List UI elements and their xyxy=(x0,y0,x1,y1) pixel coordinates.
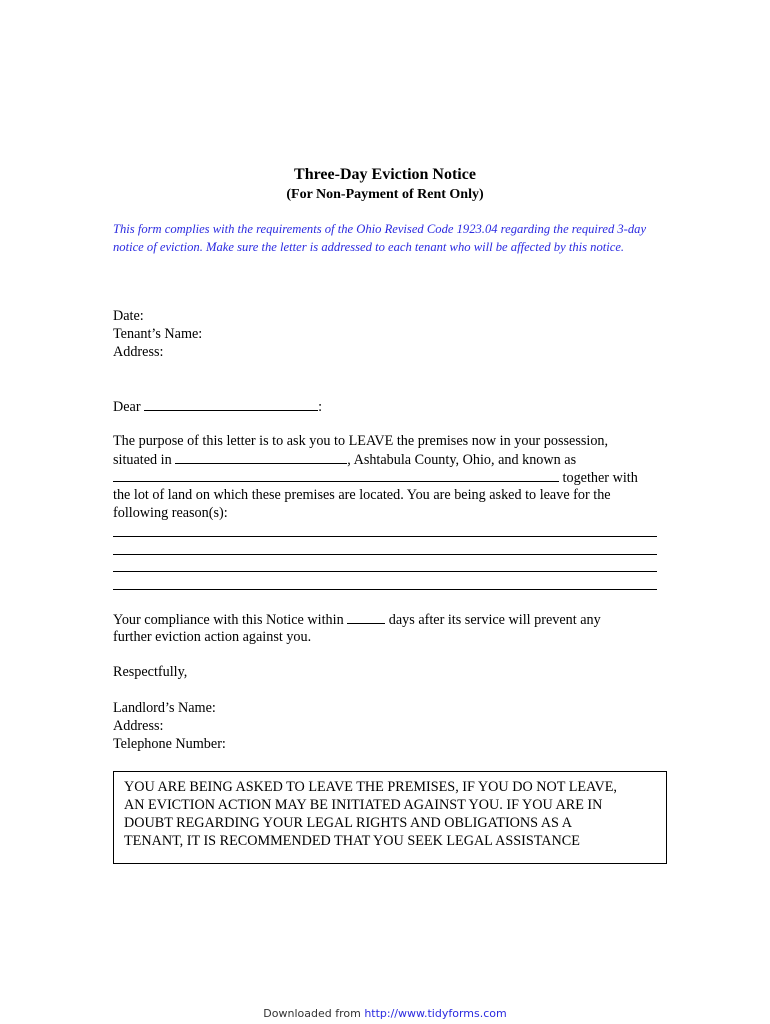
salutation-prefix: Dear xyxy=(113,399,141,415)
landlord-address-label: Address: xyxy=(113,718,164,734)
tenant-name-blank[interactable] xyxy=(144,398,318,411)
warning-line-4: TENANT, IT IS RECOMMENDED THAT YOU SEEK LEGAL ASSISTANCE xyxy=(124,833,580,849)
tenant-address-label: Address: xyxy=(113,344,164,360)
document-subtitle: (For Non-Payment of Rent Only) xyxy=(286,187,484,202)
warning-line-1: YOU ARE BEING ASKED TO LEAVE THE PREMISES, IF YOU DO NOT LEAVE, xyxy=(124,779,617,795)
warning-line-3: DOUBT REGARDING YOUR LEGAL RIGHTS AND OBLIGATIONS AS A xyxy=(124,815,572,831)
together-with-text: together with xyxy=(562,470,638,486)
body-line-5: following reason(s): xyxy=(113,505,228,521)
tidyforms-link[interactable]: http://www.tidyforms.com xyxy=(364,1007,507,1020)
reason-line-2[interactable] xyxy=(113,554,657,555)
salutation xyxy=(113,398,322,416)
footer-prefix: Downloaded from xyxy=(263,1007,361,1020)
property-description-blank[interactable] xyxy=(113,469,559,482)
compliance-line-1 xyxy=(113,611,601,629)
body-line-1: The purpose of this letter is to ask you to LEAVE the premises now in your possession, xyxy=(113,433,609,449)
county-text: , Ashtabula County, Ohio, and known as xyxy=(347,452,577,468)
closing-text: Respectfully, xyxy=(113,664,188,680)
reason-line-4[interactable] xyxy=(113,589,657,590)
landlord-name-label: Landlord’s Name: xyxy=(113,700,216,716)
instructions-text: This form complies with the requirements of the Ohio Revised Code 1923.04 regarding the required 3-day notice of eviction. Make sure the letter is addressed to each tenant who will be affected by this notice. xyxy=(113,222,647,254)
warning-line-2: AN EVICTION ACTION MAY BE INITIATED AGAINST YOU. IF YOU ARE IN xyxy=(124,797,603,813)
body-line-3 xyxy=(113,469,638,487)
compliance-suffix: days after its service will prevent any xyxy=(388,612,601,628)
reason-line-3[interactable] xyxy=(113,571,657,572)
download-footer xyxy=(0,1007,770,1020)
salutation-suffix: : xyxy=(318,399,323,415)
body-line-4: the lot of land on which these premises are located. You are being asked to leave for the xyxy=(113,487,611,503)
location-blank[interactable] xyxy=(175,451,347,464)
landlord-telephone-label: Telephone Number: xyxy=(113,736,226,752)
days-blank[interactable] xyxy=(347,611,385,624)
document-title: Three-Day Eviction Notice xyxy=(294,166,476,183)
reason-line-1[interactable] xyxy=(113,536,657,537)
compliance-line-2: further eviction action against you. xyxy=(113,629,312,645)
date-label: Date: xyxy=(113,308,144,324)
legal-warning-box xyxy=(113,771,667,864)
body-line-2 xyxy=(113,451,576,469)
tenant-name-label: Tenant’s Name: xyxy=(113,326,203,342)
situated-in-label: situated in xyxy=(113,452,172,468)
compliance-prefix: Your compliance with this Notice within xyxy=(113,612,344,628)
